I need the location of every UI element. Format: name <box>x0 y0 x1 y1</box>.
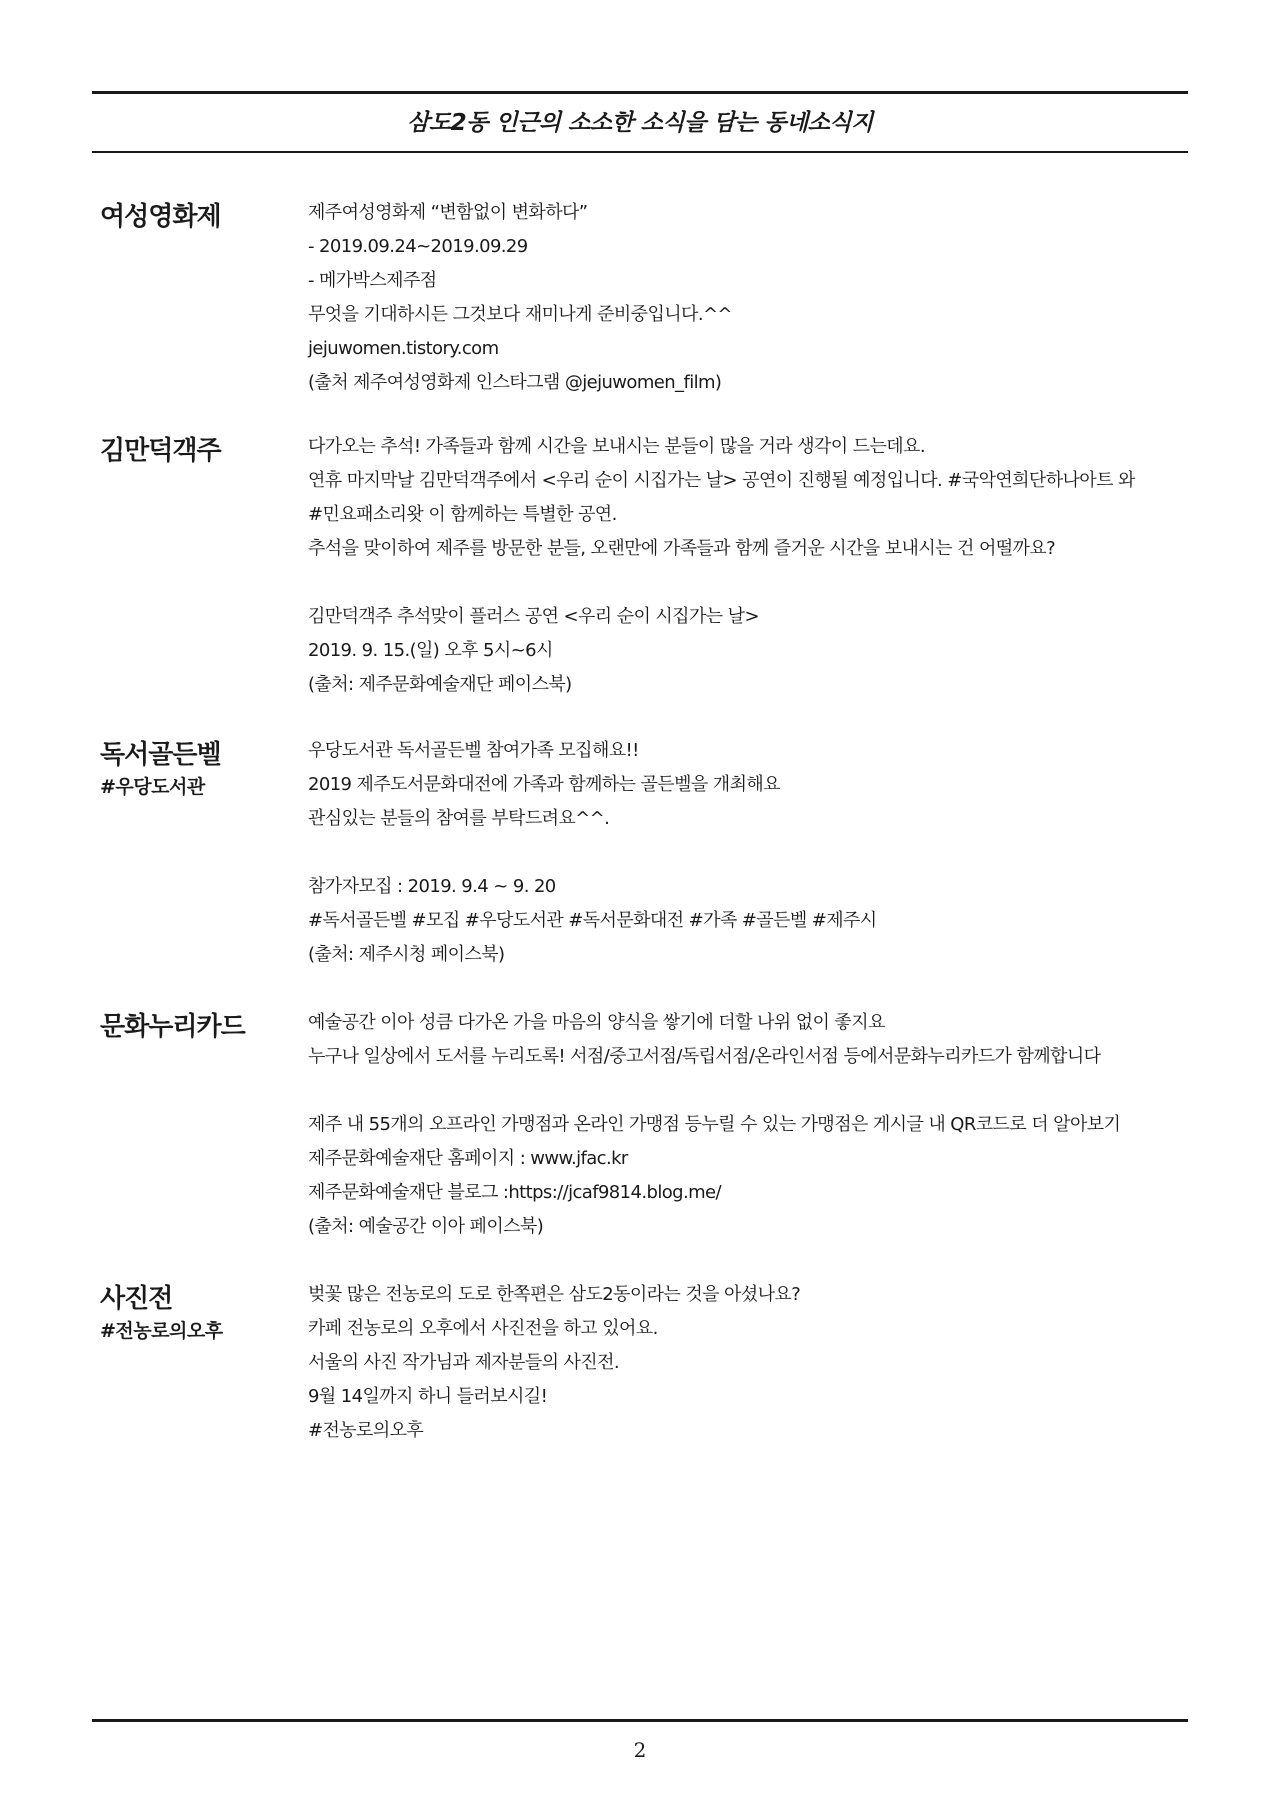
footer-rule <box>92 1719 1188 1722</box>
body-line: 예술공간 이아 성큼 다가온 가을 마음의 양식을 쌓기에 더할 나위 없이 좋지요 <box>308 1012 885 1033</box>
body-line: 제주문화예술재단 홈페이지 : www.jfac.kr <box>308 1148 628 1169</box>
page-number: 2 <box>633 1738 647 1762</box>
section-hashtag: #전농로의오후 <box>100 1320 223 1342</box>
body-line: 2019. 9. 15.(일) 오후 5시~6시 <box>308 640 553 661</box>
body-line: 다가오는 추석! 가족들과 함께 시간을 보내시는 분들이 많을 거라 생각이 드는데요. <box>308 436 925 457</box>
section-body <box>308 1278 1188 1448</box>
section-title: 사진전 <box>100 1284 173 1314</box>
body-line: 무엇을 기대하시든 그것보다 재미나게 준비중입니다.^^ <box>308 304 732 325</box>
body-line: 연휴 마지막날 김만덕객주에서 <우리 순이 시집가는 날> 공연이 진행될 예정입니다. #국악연희단하나아트 와 <box>308 470 1135 491</box>
body-line: #전농로의오후 <box>308 1420 424 1441</box>
body-line: 2019 제주도서문화대전에 가족과 함께하는 골든벨을 개최해요 <box>308 774 780 795</box>
body-line: 제주 내 55개의 오프라인 가맹점과 온라인 가맹점 등누릴 수 있는 가맹점은 게시글 내 QR코드로 더 알아보기 <box>308 1114 1121 1135</box>
body-line: 김만덕객주 추석맞이 플러스 공연 <우리 순이 시집가는 날> <box>308 606 759 627</box>
newsletter-header-title: 삼도2동 인근의 소소한 소식을 담는 동네소식지 <box>407 110 873 136</box>
blank-line <box>308 566 1188 600</box>
top-rule <box>92 91 1188 94</box>
section-body <box>308 734 1188 972</box>
body-line: - 2019.09.24~2019.09.29 <box>308 236 528 257</box>
body-line: 벚꽃 많은 전농로의 도로 한쪽편은 삼도2동이라는 것을 아셨나요? <box>308 1284 801 1305</box>
body-line: #독서골든벨 #모집 #우당도서관 #독서문화대전 #가족 #골든벨 #제주시 <box>308 910 877 931</box>
body-line: 9월 14일까지 하니 들러보시길! <box>308 1386 548 1407</box>
body-line: (출처: 제주시청 페이스북) <box>308 944 505 965</box>
body-line: 누구나 일상에서 도서를 누리도록! 서점/중고서점/독립서점/온라인서점 등에서문화누리카드가 함께합니다 <box>308 1046 1101 1067</box>
body-line: 우당도서관 독서골든벨 참여가족 모집해요!! <box>308 740 639 761</box>
section-body <box>308 430 1188 702</box>
body-line: 서울의 사진 작가님과 제자분들의 사진전. <box>308 1352 620 1373</box>
body-line: (출처: 예술공간 이아 페이스북) <box>308 1216 544 1237</box>
header-rule <box>92 151 1188 153</box>
section-title: 김만덕객주 <box>100 436 221 466</box>
body-line: 카페 전농로의 오후에서 사진전을 하고 있어요. <box>308 1318 658 1339</box>
blank-line <box>308 836 1188 870</box>
body-line: 제주여성영화제 “변함없이 변화하다” <box>308 202 588 223</box>
body-line: (출처 제주여성영화제 인스타그램 @jejuwomen_film) <box>308 372 722 393</box>
section-body <box>308 196 1188 400</box>
section-title: 여성영화제 <box>100 202 221 232</box>
body-line: (출처: 제주문화예술재단 페이스북) <box>308 674 572 695</box>
section-title: 문화누리카드 <box>100 1012 245 1042</box>
body-line: #민요패소리왓 이 함께하는 특별한 공연. <box>308 504 617 525</box>
body-line: jejuwomen.tistory.com <box>308 338 499 359</box>
body-line: 참가자모집 : 2019. 9.4 ~ 9. 20 <box>308 876 556 897</box>
body-line: 추석을 맞이하여 제주를 방문한 분들, 오랜만에 가족들과 함께 즐거운 시간을 보내시는 건 어떨까요? <box>308 538 1056 559</box>
section-title: 독서골든벨 <box>100 740 221 770</box>
blank-line <box>308 1074 1188 1108</box>
section-hashtag: #우당도서관 <box>100 776 205 798</box>
body-line: - 메가박스제주점 <box>308 270 437 291</box>
body-line: 관심있는 분들의 참여를 부탁드려요^^. <box>308 808 610 829</box>
section-body <box>308 1006 1188 1244</box>
body-line: 제주문화예술재단 블로그 :https://jcaf9814.blog.me/ <box>308 1182 721 1203</box>
